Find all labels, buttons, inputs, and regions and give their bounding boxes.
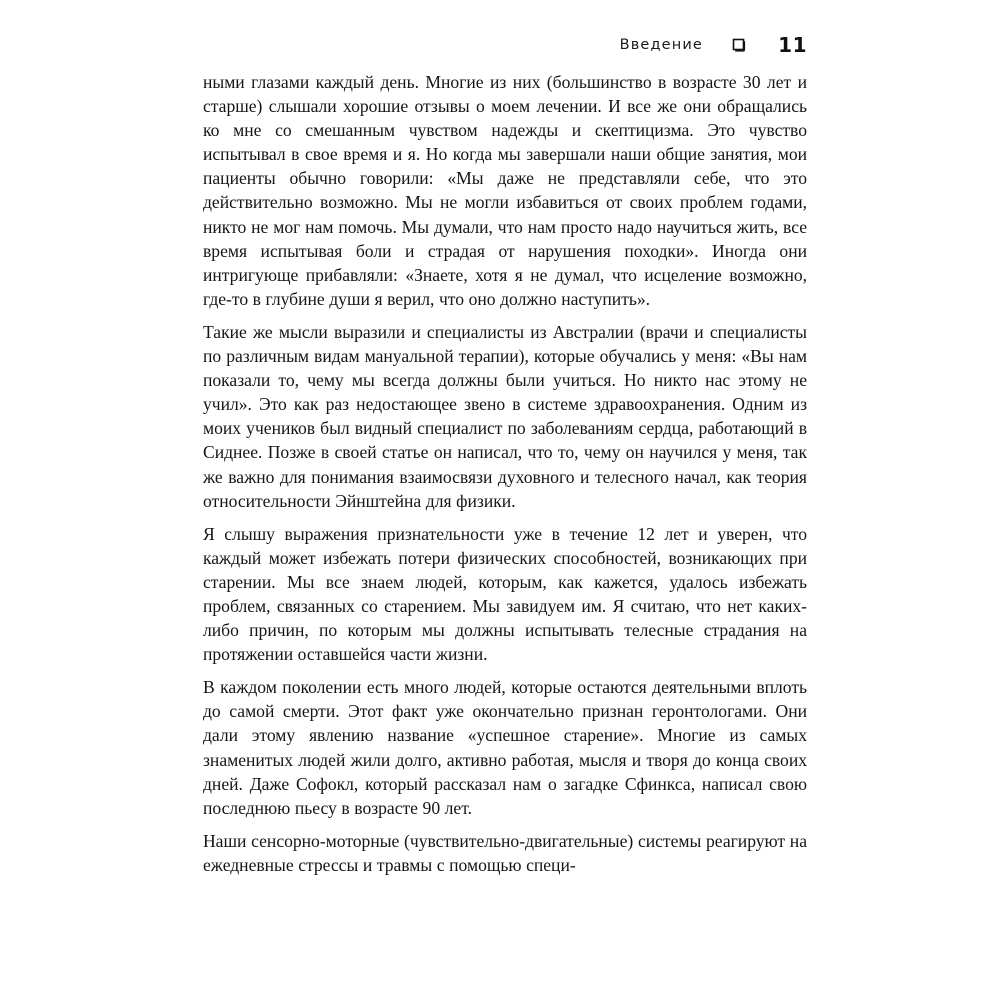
paragraph: В каждом поколении есть много людей, которые остаются деятельными вплоть до самой смерти. Этот факт уже окончательно признан геронтологами. Они дали этому явлению название «успешное старение». Многие из самых знаменитых людей жили долго, активно работая, мысля и творя до конца своих дней. Даже Софокл, который рассказал нам о загадке Сфинкса, написал свою последнюю пьесу в возрасте 90 лет. <box>203 677 807 818</box>
chapter-title: Введение <box>619 36 703 53</box>
square-outline-icon <box>703 38 773 53</box>
paragraph: ными глазами каждый день. Многие из них (большинство в возрасте 30 лет и старше) слышали хорошие отзывы о моем лечении. И все же они обращались ко мне со смешанным чувством надежды и скептицизма. Это чувство испытывал в свое время и я. Но когда мы завершали наши общие занятия, мои пациенты обычно говорили: «Мы даже не представляли себе, что это действительно возможно. Мы не могли избавиться от своих проблем годами, никто не мог нам помочь. Мы думали, что нам просто надо научиться жить, все время испытывая боли и страдая от нарушения походки». Иногда они интригующе прибавляли: «Знаете, хотя я не думал, что исцеление возможно, где-то в глубине души я верил, что оно должно наступить». <box>203 72 807 309</box>
running-header <box>203 30 807 60</box>
paragraph: Наши сенсорно-моторные (чувствительно-двигательные) системы реагируют на ежедневные стрессы и травмы с помощью специ- <box>203 830 807 875</box>
paragraph: Я слышу выражения признательности уже в течение 12 лет и уверен, что каждый может избежать потери физических способностей, возникающих при старении. Мы все знаем людей, которым, как кажется, удалось избежать проблем, связанных со старением. Мы завидуем им. Я считаю, что нет каких-либо причин, по которым мы должны испытывать телесные страдания на протяжении оставшейся части жизни. <box>203 523 807 665</box>
page-number: 11 <box>778 33 807 57</box>
paragraph: Такие же мысли выразили и специалисты из Австралии (врачи и специалисты по различным видам мануальной терапии), которые обучались у меня: «Вы нам показали то, чему мы всегда должны были учиться. Но никто нас этому не учил». Это как раз недостающее звено в системе здравоохранения. Одним из моих учеников был видный специалист по заболеваниям сердца, работающий в Сиднее. Позже в своей статье он написал, что то, чему он научился у меня, так же важно для понимания взаимосвязи духовного и телесного начал, как теория относительности Эйнштейна для физики. <box>203 321 807 511</box>
body-text-block <box>203 70 807 877</box>
